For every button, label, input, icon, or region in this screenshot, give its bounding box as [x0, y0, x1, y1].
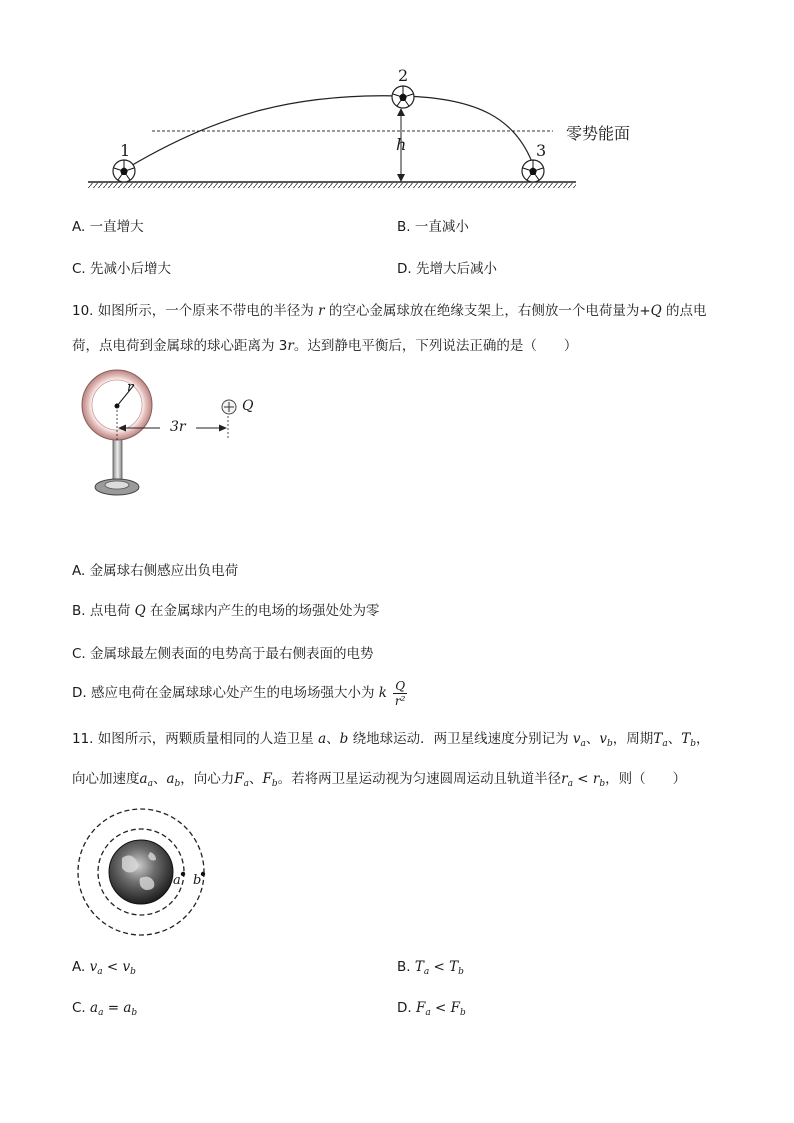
zero-potential-label: 零势能面: [566, 124, 631, 143]
satellite-b-label: b: [193, 873, 202, 888]
ball-3-label: 3: [536, 141, 547, 160]
q10-option-c[interactable]: C. 金属球最左侧表面的电势高于最右侧表面的电势: [72, 646, 374, 662]
q9-option-a[interactable]: A. 一直增大: [72, 219, 144, 235]
earth-icon: [109, 840, 173, 904]
q10-option-a[interactable]: A. 金属球右侧感应出负电荷: [72, 563, 239, 579]
radius-label: r: [127, 380, 134, 395]
q11-option-a[interactable]: A. $v_a < v_b$: [72, 959, 136, 977]
q9-option-b[interactable]: B. 一直减小: [397, 219, 469, 235]
q10-option-b[interactable]: B. 点电荷 Q 在金属球内产生的电场的场强处处为零: [72, 603, 380, 619]
distance-label: 3r: [170, 419, 186, 435]
q11-stem-line2: 向心加速度$a_a$、$a_b$，向心力$F_a$、$F_b$。若将两卫星运动视为匀速圆周运动且轨道半径$r_a < r_b$，则（ ）: [72, 771, 687, 789]
q9-option-c[interactable]: C. 先减小后增大: [72, 261, 172, 277]
q10-stem-line2: 荷，点电荷到金属球的球心距离为 3r。达到静电平衡后，下列说法正确的是（ ）: [72, 338, 578, 354]
q10-option-d[interactable]: D. 感应电荷在金属球球心处产生的电场场强大小为 k $\frac{Q}{\text{r²}}$: [72, 678, 406, 708]
q10-stem-line1: 10. 如图所示，一个原来不带电的半径为 r 的空心金属球放在绝缘支架上，右侧放一个电荷量为+Q 的点电: [72, 303, 707, 319]
q11-stem-line1: 11. 如图所示，两颗质量相同的人造卫星 a、b 绕地球运动．两卫星线速度分别记为 $v_a$、$v_b$，周期$T_a$、$T_b$，: [72, 731, 710, 749]
satellite-a-dot: [181, 872, 185, 876]
q11-option-b[interactable]: B. $T_a < T_b$: [397, 959, 464, 977]
height-label: h: [396, 135, 407, 154]
satellite-a-label: a: [173, 873, 181, 888]
ball-1-label: 1: [120, 141, 131, 160]
q11-option-c[interactable]: C. $a_a = a_b$: [72, 1000, 138, 1018]
ball-2-label: 2: [398, 66, 409, 85]
q11-option-d[interactable]: D. $F_a < F_b$: [397, 1000, 466, 1018]
fraction-q-over-r2: $\frac{Q}{\text{r²}}$: [394, 678, 406, 708]
satellite-b-dot: [201, 872, 205, 876]
charge-label: Q: [242, 398, 254, 414]
q9-option-d[interactable]: D. 先增大后减小: [397, 261, 497, 277]
